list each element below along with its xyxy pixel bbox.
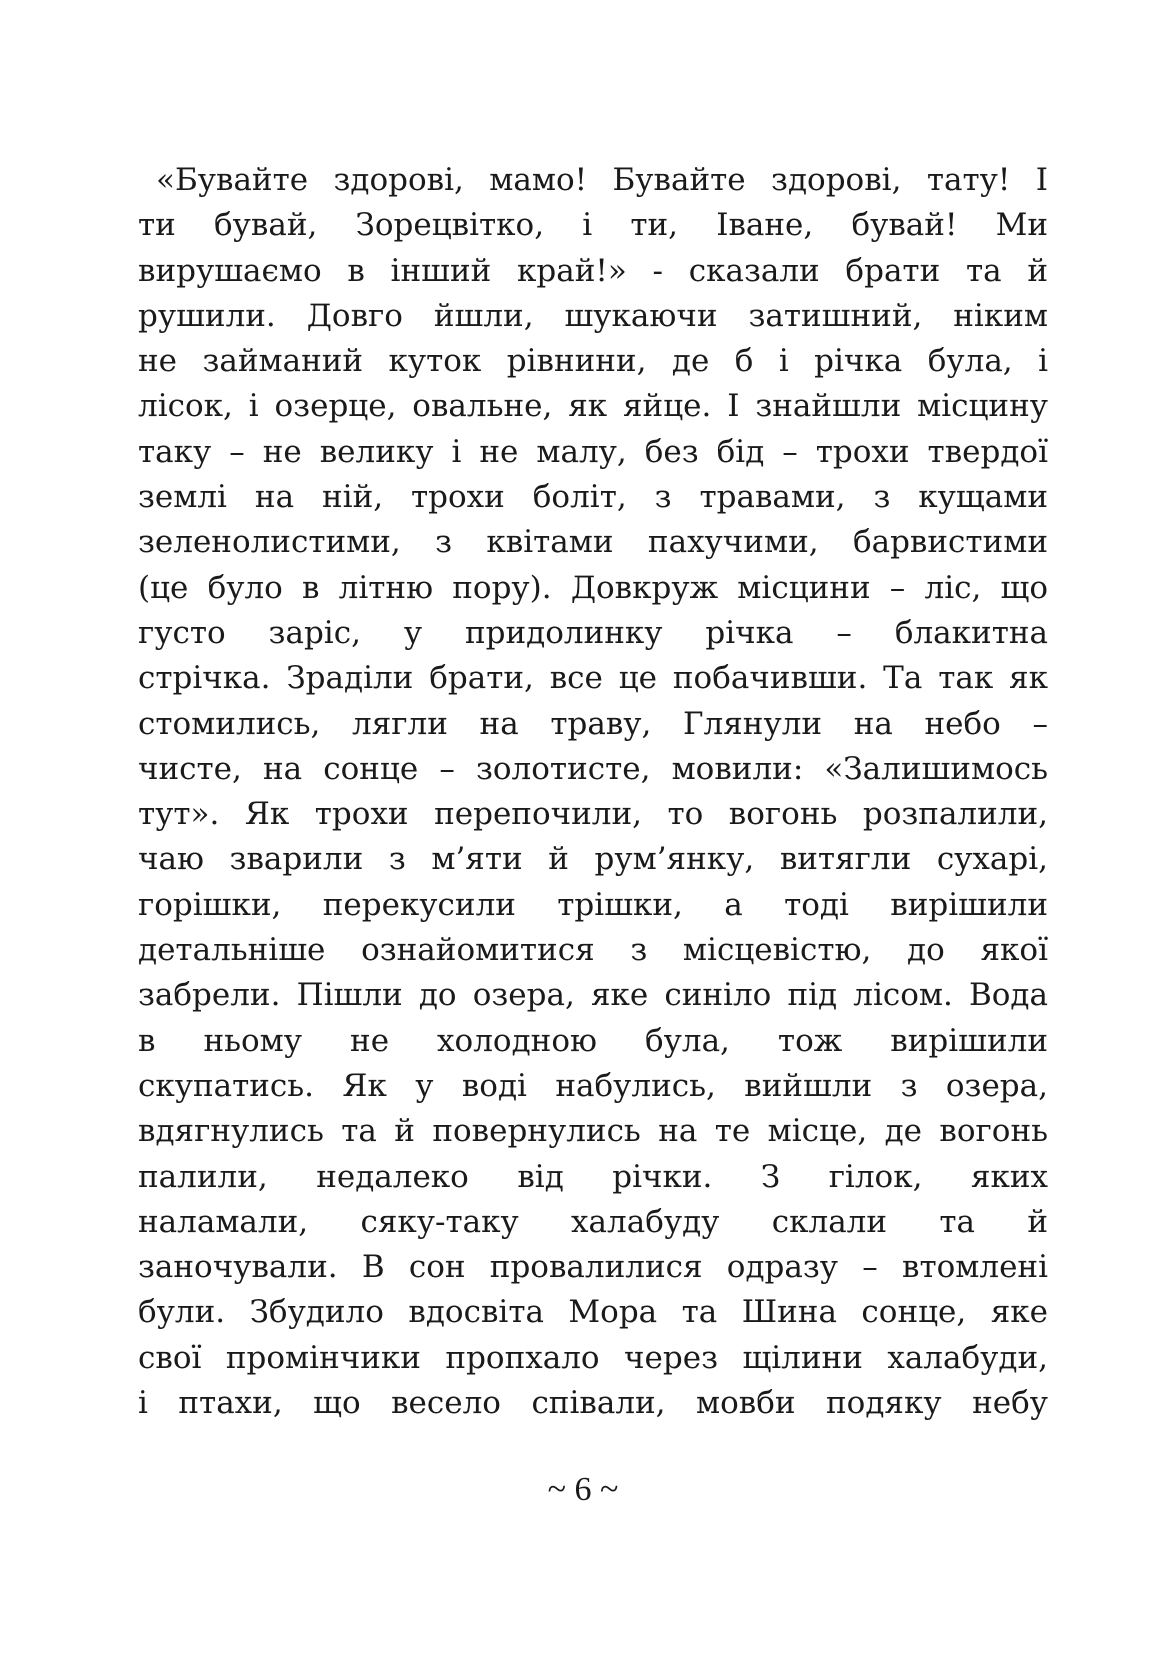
text-line: зеленолистими, з квітами пахучими, барвистими <box>138 524 1048 561</box>
text-line: палили, недалеко від річки. З гілок, яких <box>138 1158 1048 1195</box>
text-line: чаю зварили з м’яти й рум’янку, витягли сухарі, <box>138 841 1048 878</box>
text-line: скупатись. Як у воді набулись, вийшли з озера, <box>138 1067 1048 1104</box>
body-text <box>138 158 1048 1426</box>
text-line: були. Збудило вдосвіта Мора та Шина сонце, яке <box>138 1294 1048 1331</box>
text-line: чисте, на сонце – золотисте, мовили: «Залишимось <box>138 750 1048 787</box>
text-line: лісок, і озерце, овальне, як яйце. І знайшли місцину <box>138 388 1048 425</box>
text-line: в ньому не холодною була, тож вирішили <box>138 1022 1048 1059</box>
text-line: забрели. Пішли до озера, яке синіло під лісом. Вода <box>138 977 1048 1014</box>
text-line: ти бувай, Зорецвітко, і ти, Іване, бувай! Ми <box>138 207 1048 244</box>
page-number: ~ 6 ~ <box>547 1471 619 1508</box>
text-line: густо заріс, у придолинку річка – блакитна <box>138 614 1048 651</box>
text-line: вирушаємо в інший край!» - сказали брати та й <box>138 252 1048 289</box>
text-line: горішки, перекусили трішки, а тоді вирішили <box>138 886 1048 923</box>
text-line: тут». Як трохи перепочили, то вогонь розпалили, <box>138 796 1048 833</box>
text-line: вдягнулись та й повернулись на те місце, де вогонь <box>138 1113 1048 1150</box>
text-line: таку – не велику і не малу, без бід – трохи твердої <box>138 433 1048 470</box>
text-line: наламали, сяку-таку халабуду склали та й <box>138 1203 1048 1240</box>
text-line: стомились, лягли на траву, Глянули на небо – <box>138 705 1048 742</box>
text-line: не займаний куток рівнини, де б і річка була, і <box>138 343 1048 380</box>
text-line: стрічка. Зраділи брати, все це побачивши. Та так як <box>138 660 1048 697</box>
text-line: детальніше ознайомитися з місцевістю, до якої <box>138 932 1048 969</box>
text-line: рушили. Довго йшли, шукаючи затишний, ніким <box>138 297 1048 334</box>
text-line: свої промінчики пропхало через щілини халабуди, <box>138 1339 1048 1376</box>
text-line: і птахи, що весело співали, мовби подяку небу <box>138 1385 1048 1422</box>
text-line: (це було в літню пору). Довкруж місцини – ліс, що <box>138 569 1048 606</box>
text-line: «Бувайте здорові, мамо! Бувайте здорові, тату! І <box>156 162 1048 198</box>
text-line: заночували. В сон провалилися одразу – втомлені <box>138 1249 1048 1286</box>
text-line: землі на ній, трохи боліт, з травами, з кущами <box>138 479 1048 516</box>
